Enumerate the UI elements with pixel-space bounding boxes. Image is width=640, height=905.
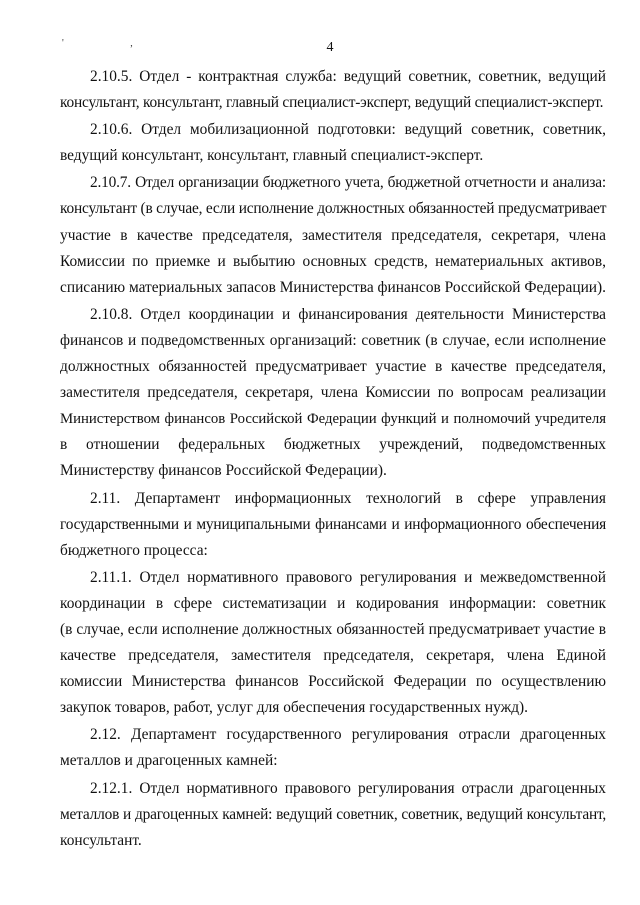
text-line: в отношении федеральных бюджетных учреждений, подведомственных bbox=[60, 436, 606, 454]
text-line: 2.10.8. Отдел координации и финансирования деятельности Министерства bbox=[90, 305, 606, 323]
text-line: 2.11.1. Отдел нормативного правового регулирования и межведомственной bbox=[90, 568, 606, 586]
text-line: закупок товаров, работ, услуг для обеспечения государственных нужд). bbox=[60, 699, 529, 717]
paragraph-2-10-7 bbox=[60, 170, 606, 300]
text-line: 2.11. Департамент информационных технологий в сфере управления bbox=[90, 489, 606, 507]
text-line: заместителя председателя, секретаря, члена Комиссии по вопросам реализации bbox=[60, 384, 606, 402]
text-line: финансов и подведомственных организаций: советник (в случае, если исполнение bbox=[60, 331, 606, 349]
paragraph-2-10-8 bbox=[60, 302, 606, 485]
text-line: участие в качестве председателя, заместителя председателя, секретаря, члена bbox=[60, 226, 606, 244]
text-line: 2.10.7. Отдел организации бюджетного учета, бюджетной отчетности и анализа: bbox=[90, 174, 606, 192]
text-line: консультант (в случае, если исполнение должностных обязанностей предусматривает bbox=[60, 200, 607, 218]
paragraph-2-12 bbox=[60, 722, 606, 774]
text-line: должностных обязанностей предусматривает участие в качестве председателя, bbox=[60, 358, 606, 376]
paragraph-2-12-1 bbox=[60, 776, 606, 854]
page-number: 4 bbox=[326, 40, 334, 55]
text-line: комиссии Министерства финансов Российской Федерации по осуществлению bbox=[60, 673, 606, 691]
text-line: Комиссии по приемке и выбытию основных средств, нематериальных активов, bbox=[60, 252, 606, 270]
paragraph-2-10-5 bbox=[60, 64, 606, 116]
text-line: списанию материальных запасов Министерства финансов Российской Федерации). bbox=[60, 278, 607, 296]
text-line: координации в сфере систематизации и кодирования информации: советник bbox=[60, 594, 606, 612]
text-line: государственными и муниципальными финансами и информационного обеспечения bbox=[60, 515, 606, 533]
paragraph-2-10-6 bbox=[60, 117, 606, 169]
text-line: (в случае, если исполнение должностных обязанностей предусматривает участие в bbox=[60, 620, 606, 638]
paragraph-2-11-1 bbox=[60, 565, 606, 722]
text-line: Министерством финансов Российской Федерации функций и полномочий учредителя bbox=[60, 411, 606, 428]
text-line: металлов и драгоценных камней: bbox=[60, 752, 278, 770]
paragraph-2-11 bbox=[60, 486, 606, 564]
text-line: 2.10.6. Отдел мобилизационной подготовки: ведущий советник, советник, bbox=[90, 121, 606, 139]
document-body bbox=[60, 64, 606, 855]
text-line: бюджетного процесса: bbox=[60, 541, 208, 559]
text-line: металлов и драгоценных камней: ведущий советник, советник, ведущий консультант, bbox=[60, 805, 606, 823]
text-line: консультант, консультант, главный специалист-эксперт, ведущий специалист-эксперт. bbox=[60, 94, 604, 112]
text-line: качестве председателя, заместителя председателя, секретаря, члена Единой bbox=[60, 647, 606, 665]
text-line: консультант. bbox=[60, 831, 142, 849]
text-line: Министерству финансов Российской Федерации). bbox=[60, 462, 387, 480]
text-line: 2.12. Департамент государственного регулирования отрасли драгоценных bbox=[90, 726, 606, 744]
text-line: ведущий консультант, консультант, главный специалист-эксперт. bbox=[60, 147, 484, 165]
text-line: 2.12.1. Отдел нормативного правового регулирования отрасли драгоценных bbox=[90, 779, 606, 797]
text-line: 2.10.5. Отдел - контрактная служба: ведущий советник, советник, ведущий bbox=[90, 68, 606, 85]
corner-mark: ' , bbox=[62, 38, 165, 49]
